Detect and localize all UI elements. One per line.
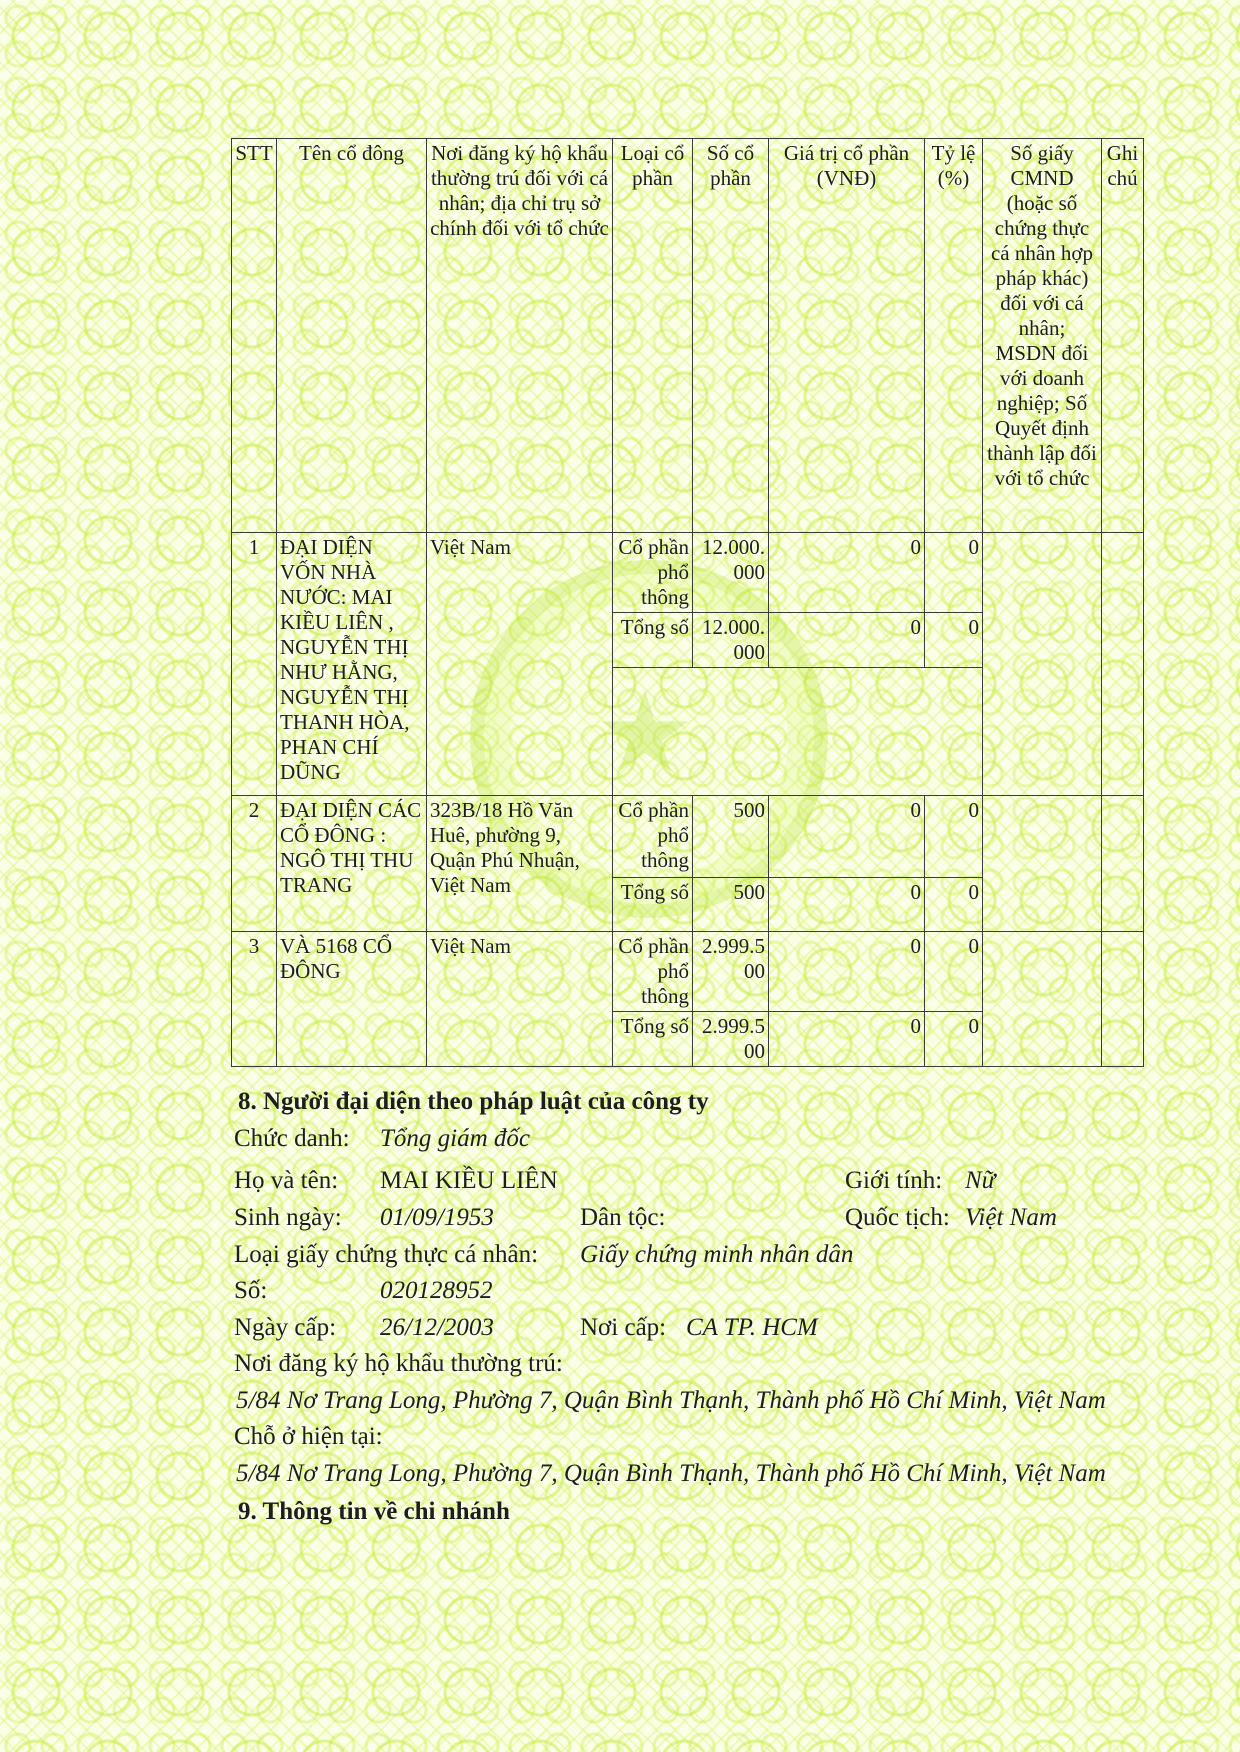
row-id-doc xyxy=(983,932,1102,1067)
row-total-label: Tổng số xyxy=(613,613,693,668)
row-note xyxy=(1102,932,1144,1067)
row-share-count: 500 xyxy=(693,796,769,878)
row-share-value: 0 xyxy=(769,932,925,1012)
nationality-value: Việt Nam xyxy=(965,1204,1057,1231)
table-header-row xyxy=(232,139,1144,533)
nationality-label: Quốc tịch: xyxy=(845,1204,950,1231)
header-stt: STT xyxy=(232,139,277,533)
row-total-count: 2.999.500 xyxy=(693,1012,769,1067)
table-row xyxy=(232,932,1144,1012)
header-id-doc: Số giấy CMND (hoặc số chứng thực cá nhân hợp pháp khác) đối với cá nhân; MSDN đối với doanh nghiệp; Số Quyết định thành lập đối với tổ chức xyxy=(983,139,1102,533)
row-stt: 3 xyxy=(232,932,277,1067)
row-total-count: 12.000.000 xyxy=(693,613,769,668)
dob-value: 01/09/1953 xyxy=(380,1204,494,1231)
row-share-value: 0 xyxy=(769,796,925,878)
row-address: Việt Nam xyxy=(427,932,613,1067)
idtype-value: Giấy chứng minh nhân dân xyxy=(580,1241,854,1268)
row-share-type: Cổ phần phổ thông xyxy=(613,796,693,878)
title-value: Tổng giám đốc xyxy=(380,1125,530,1152)
row-name: VÀ 5168 CỔ ĐÔNG xyxy=(277,932,427,1067)
row-share-type: Cổ phần phổ thông xyxy=(613,533,693,613)
header-note: Ghi chú xyxy=(1102,139,1144,533)
row-address: 323B/18 Hồ Văn Huê, phường 9, Quận Phú Nhuận, Việt Nam xyxy=(427,796,613,932)
row-total-value: 0 xyxy=(769,1012,925,1067)
issue-place-value: CA TP. HCM xyxy=(686,1314,818,1341)
row-stt: 1 xyxy=(232,533,277,796)
header-share-type: Loại cổ phần xyxy=(613,139,693,533)
shareholder-table xyxy=(231,138,1144,1067)
row-total-value: 0 xyxy=(769,613,925,668)
row-address: Việt Nam xyxy=(427,533,613,796)
header-ratio: Tỷ lệ (%) xyxy=(925,139,983,533)
idno-label: Số: xyxy=(234,1277,268,1304)
ethnicity-label: Dân tộc: xyxy=(580,1204,666,1231)
section-9-heading: 9. Thông tin về chi nhánh xyxy=(238,1498,510,1525)
row-share-type: Cổ phần phổ thông xyxy=(613,932,693,1012)
row-id-doc xyxy=(983,533,1102,796)
row-total-label: Tổng số xyxy=(613,1012,693,1067)
table-row xyxy=(232,533,1144,613)
gender-value: Nữ xyxy=(965,1167,996,1194)
issue-date-value: 26/12/2003 xyxy=(380,1314,494,1341)
row-ratio: 0 xyxy=(925,533,983,613)
header-address: Nơi đăng ký hộ khẩu thường trú đối với cá nhân; địa chỉ trụ sở chính đối với tổ chức xyxy=(427,139,613,533)
title-label: Chức danh: xyxy=(234,1125,350,1152)
row-stt: 2 xyxy=(232,796,277,932)
row-name: ĐẠI DIỆN CÁC CỔ ĐÔNG : NGÔ THỊ THU TRANG xyxy=(277,796,427,932)
idtype-label: Loại giấy chứng thực cá nhân: xyxy=(234,1241,539,1268)
gender-label: Giới tính: xyxy=(845,1167,943,1194)
issue-date-label: Ngày cấp: xyxy=(234,1314,337,1341)
row-note xyxy=(1102,533,1144,796)
name-label: Họ và tên: xyxy=(234,1167,339,1194)
row-name: ĐẠI DIỆN VỐN NHÀ NƯỚC: MAI KIỀU LIÊN , NGUYỄN THỊ NHƯ HẰNG, NGUYỄN THỊ THANH HÒA, PHAN CHÍ DŨNG xyxy=(277,533,427,796)
issue-place-label: Nơi cấp: xyxy=(580,1314,667,1341)
row-total-label: Tổng số xyxy=(613,878,693,932)
header-share-count: Số cổ phần xyxy=(693,139,769,533)
section-8-heading: 8. Người đại diện theo pháp luật của công ty xyxy=(238,1088,709,1115)
current-residence-label: Chỗ ở hiện tại: xyxy=(234,1423,383,1450)
row-ratio: 0 xyxy=(925,796,983,878)
name-value: MAI KIỀU LIÊN xyxy=(380,1167,558,1194)
row-total-value: 0 xyxy=(769,878,925,932)
row-note xyxy=(1102,796,1144,932)
header-name: Tên cổ đông xyxy=(277,139,427,533)
current-residence-value: 5/84 Nơ Trang Long, Phường 7, Quận Bình Thạnh, Thành phố Hồ Chí Minh, Việt Nam xyxy=(236,1460,1106,1487)
header-share-value: Giá trị cổ phần (VNĐ) xyxy=(769,139,925,533)
row-share-count: 2.999.500 xyxy=(693,932,769,1012)
residence-label: Nơi đăng ký hộ khẩu thường trú: xyxy=(234,1350,563,1377)
row-id-doc xyxy=(983,796,1102,932)
row-ratio: 0 xyxy=(925,932,983,1012)
idno-value: 020128952 xyxy=(380,1277,493,1304)
row-share-value: 0 xyxy=(769,533,925,613)
table-row xyxy=(232,796,1144,878)
dob-label: Sinh ngày: xyxy=(234,1204,342,1231)
row-total-count: 500 xyxy=(693,878,769,932)
row-total-ratio: 0 xyxy=(925,878,983,932)
row-total-ratio: 0 xyxy=(925,1012,983,1067)
residence-value: 5/84 Nơ Trang Long, Phường 7, Quận Bình Thạnh, Thành phố Hồ Chí Minh, Việt Nam xyxy=(236,1387,1106,1414)
row-share-count: 12.000.000 xyxy=(693,533,769,613)
row-total-ratio: 0 xyxy=(925,613,983,668)
